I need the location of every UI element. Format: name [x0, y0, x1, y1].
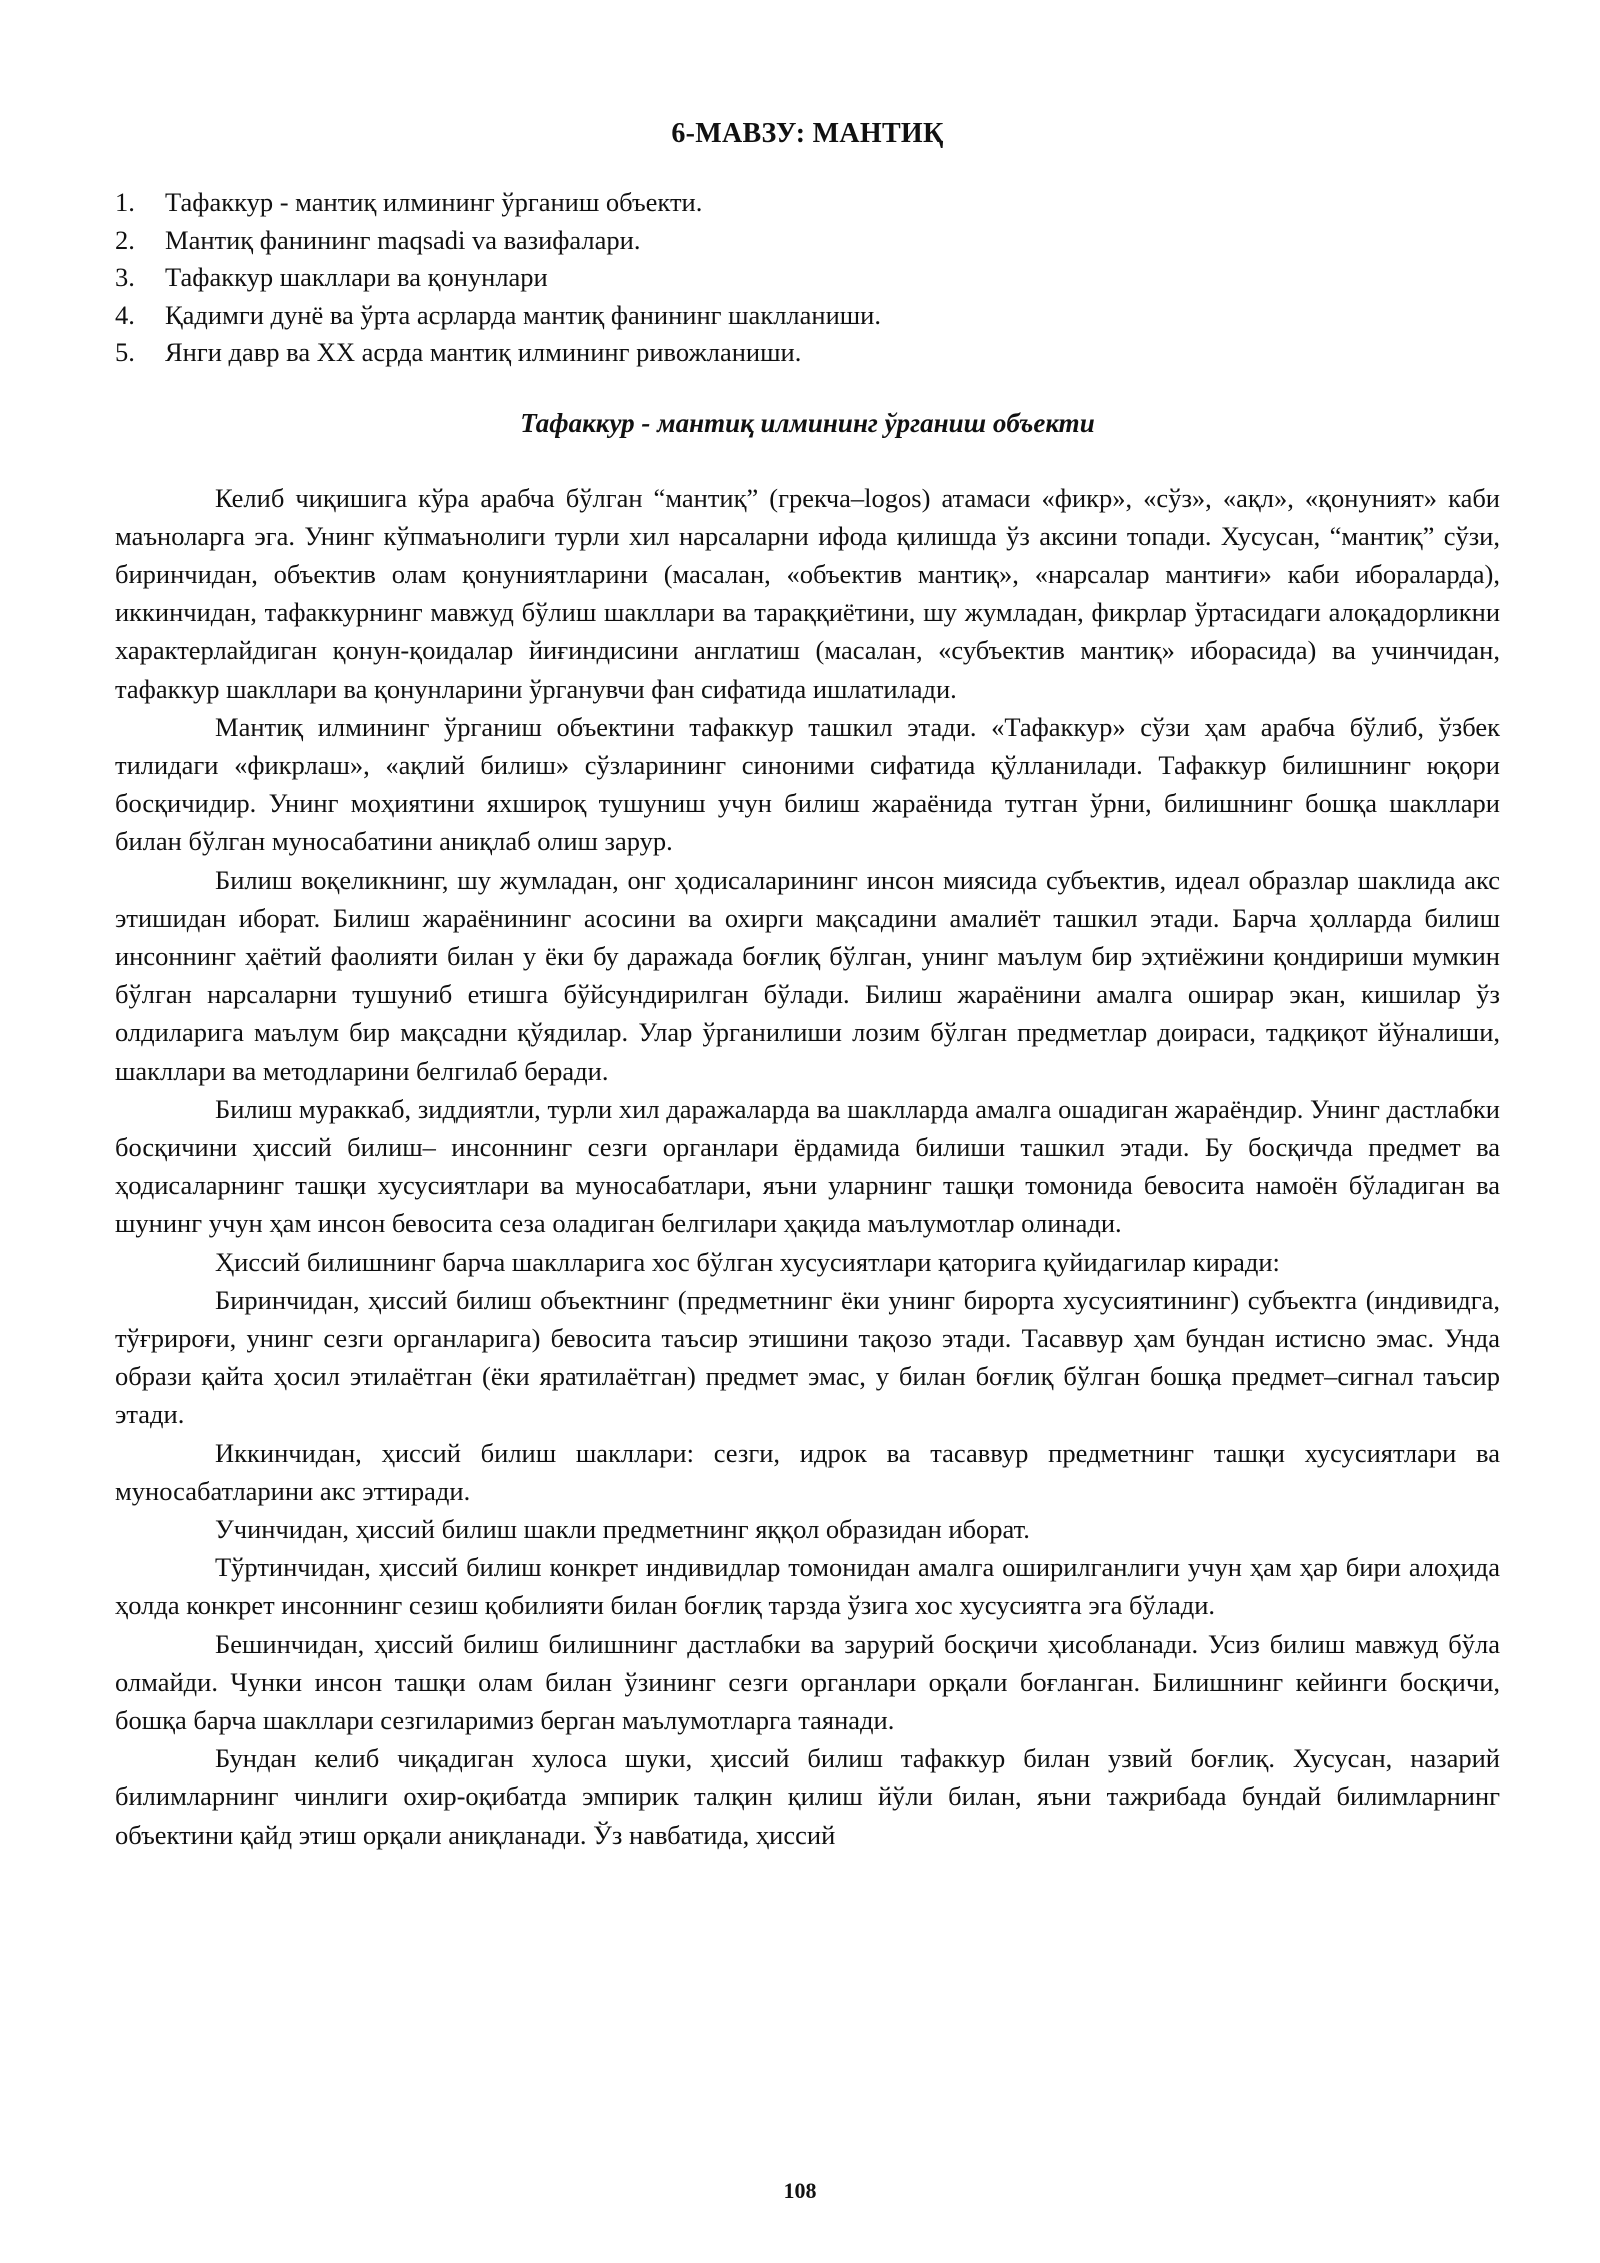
paragraph: Учинчидан, ҳиссий билиш шакли предметнинг яққол образидан иборат. — [215, 1513, 1030, 1544]
outline-number: 1. — [115, 187, 135, 217]
outline-text: Мантиқ фанининг maqsadi va вазифалари. — [165, 224, 641, 255]
paragraph: Иккинчидан, ҳиссий билиш шакллари: сезги, идрок ва тасаввур предметнинг ташқи хусусиятлари ва муносабатларини акс эттиради. — [115, 1437, 1500, 1506]
body-text — [115, 479, 1500, 1854]
outline-number: 2. — [115, 224, 135, 255]
document-page — [115, 118, 1500, 1854]
paragraph: Билиш мураккаб, зиддиятли, турли хил даражаларда ва шаклларда амалга ошадиган жараёндир. Унинг дастлабки босқичини ҳиссий билиш– инсоннинг сезги органлари ёрдамида билиши ташкил этади. Бу босқичда предмет ва ҳодисаларнинг ташқи хусусиятлари ва муносабатлари, яъни уларнинг ташқи томонида бевосита намоён бўладиган ва шунинг учун ҳам инсон бевосита сеза оладиган белгилари ҳақида маълумотлар олинади. — [115, 1093, 1500, 1239]
paragraph: Мантиқ илмининг ўрганиш объектини тафаккур ташкил этади. «Тафаккур» сўзи ҳам арабча бўлиб, ўзбек тилидаги «фикрлаш», «ақлий билиш» сўзларининг синоними сифатида қўлланилади. Тафаккур билишнинг юқори босқичидир. Унинг моҳиятини яхшироқ тушуниш учун билиш жараёнида тутган ўрни, билишнинг бошқа шакллари билан бўлган муносабатини аниқлаб олиш зарур. — [115, 711, 1500, 857]
section-title: Тафаккур - мантиқ илмининг ўрганиш объекти — [520, 407, 1095, 438]
outline-number: 5. — [115, 337, 135, 367]
page-title: 6-МАВЗУ: МАНТИҚ — [671, 118, 944, 149]
outline-item — [115, 259, 1500, 297]
paragraph: Бундан келиб чиқадиган хулоса шуки, ҳиссий билиш тафаккур билан узвий боғлиқ. Хусусан, назарий билимларнинг чинлиги охир-оқибатда эмпирик талқин қилиш йўли билан, яъни тажрибада бундай билимларнинг объектини қайд этиш орқали аниқланади. Ўз навбатида, ҳиссий — [115, 1743, 1500, 1850]
outline-number: 4. — [115, 299, 135, 330]
outline-text: Қадимги дунё ва ўрта асрларда мантиқ фанининг шаклланиши. — [165, 299, 881, 330]
outline-text: Тафаккур - мантиқ илмининг ўрганиш объекти. — [165, 187, 703, 217]
paragraph: Тўртинчидан, ҳиссий билиш конкрет индивидлар томонидан амалга оширилганлиги учун ҳам ҳар бири алоҳида ҳолда конкрет инсоннинг сезиш қобилияти билан боғлиқ тарзда ўзига хос хусусиятга эга бўлади. — [115, 1552, 1500, 1621]
paragraph: Билиш воқеликнинг, шу жумладан, онг ҳодисаларининг инсон миясида субъектив, идеал образлар шаклида акс этишидан иборат. Билиш жараёнининг асосини ва охирги мақсадини амалиёт ташкил этади. Барча ҳолларда билиш инсоннинг ҳаётий фаолияти билан у ёки бу даражада боғлиқ бўлган, унинг маълум бир эҳтиёжини қондириши мумкин бўлган нарсаларни тушуниб етишга бўйсундирилган бўлади. Билиш жараёнини амалга оширар экан, кишилар ўз олдиларига маълум бир мақсадни қўядилар. Улар ўрганилиши лозим бўлган предметлар доираси, тадқиқот йўналиши, шакллари ва методларини белгилаб беради. — [115, 864, 1500, 1086]
outline-item — [115, 297, 1500, 335]
outline-number: 3. — [115, 262, 135, 292]
paragraph: Ҳиссий билишнинг барча шаклларига хос бўлган хусусиятлари қаторига қуйидагилар киради: — [215, 1246, 1280, 1277]
outline-item — [115, 184, 1500, 222]
page-number: 108 — [783, 2178, 817, 2203]
paragraph: Келиб чиқишига кўра арабча бўлган “мантиқ” (грекча–logos) атамаси «фикр», «сўз», «ақл», «қонуният» каби маъноларга эга. Унинг кўпмаънолиги турли хил нарсаларни ифода қилишда ўз аксини топади. Хусусан, “мантиқ” сўзи, биринчидан, объектив олам қонуниятларини (масалан, «объектив мантиқ», «нарсалар мантиғи» каби ибораларда), иккинчидан, тафаккурнинг мавжуд бўлиш шакллари ва тараққиётини, шу жумладан, фикрлар ўртасидаги алоқадорликни характерлайдиган қонун-қоидалар йиғиндисини англатиш (масалан, «субъектив мантиқ» иборасида) ва учинчидан, тафаккур шакллари ва қонунларини ўрганувчи фан сифатида ишлатилади. — [115, 482, 1500, 704]
outline-text: Тафаккур шакллари ва қонунлари — [165, 262, 548, 292]
outline-item — [115, 334, 1500, 372]
paragraph: Биринчидан, ҳиссий билиш объектнинг (предметнинг ёки унинг бирорта хусусиятининг) субъектга (индивидга, тўғрироғи, унинг сезги органларига) бевосита таъсир этишини тақозо этади. Тасаввур ҳам бундан истисно эмас. Унда образи қайта ҳосил этилаётган (ёки яратилаётган) предмет эмас, у билан боғлиқ бўлган бошқа предмет–сигнал таъсир этади. — [115, 1284, 1500, 1430]
outline-item — [115, 222, 1500, 260]
paragraph: Бешинчидан, ҳиссий билиш билишнинг дастлабки ва зарурий босқичи ҳисобланади. Усиз билиш мавжуд бўла олмайди. Чунки инсон ташқи олам билан ўзининг сезги органлари орқали боғланган. Билишнинг кейинги босқичи, бошқа барча шакллари сезгиларимиз берган маълумотларга таянади. — [115, 1628, 1500, 1735]
topic-outline — [115, 184, 1500, 372]
outline-text: Янги давр ва XX асрда мантиқ илмининг ривожланиши. — [165, 337, 802, 367]
